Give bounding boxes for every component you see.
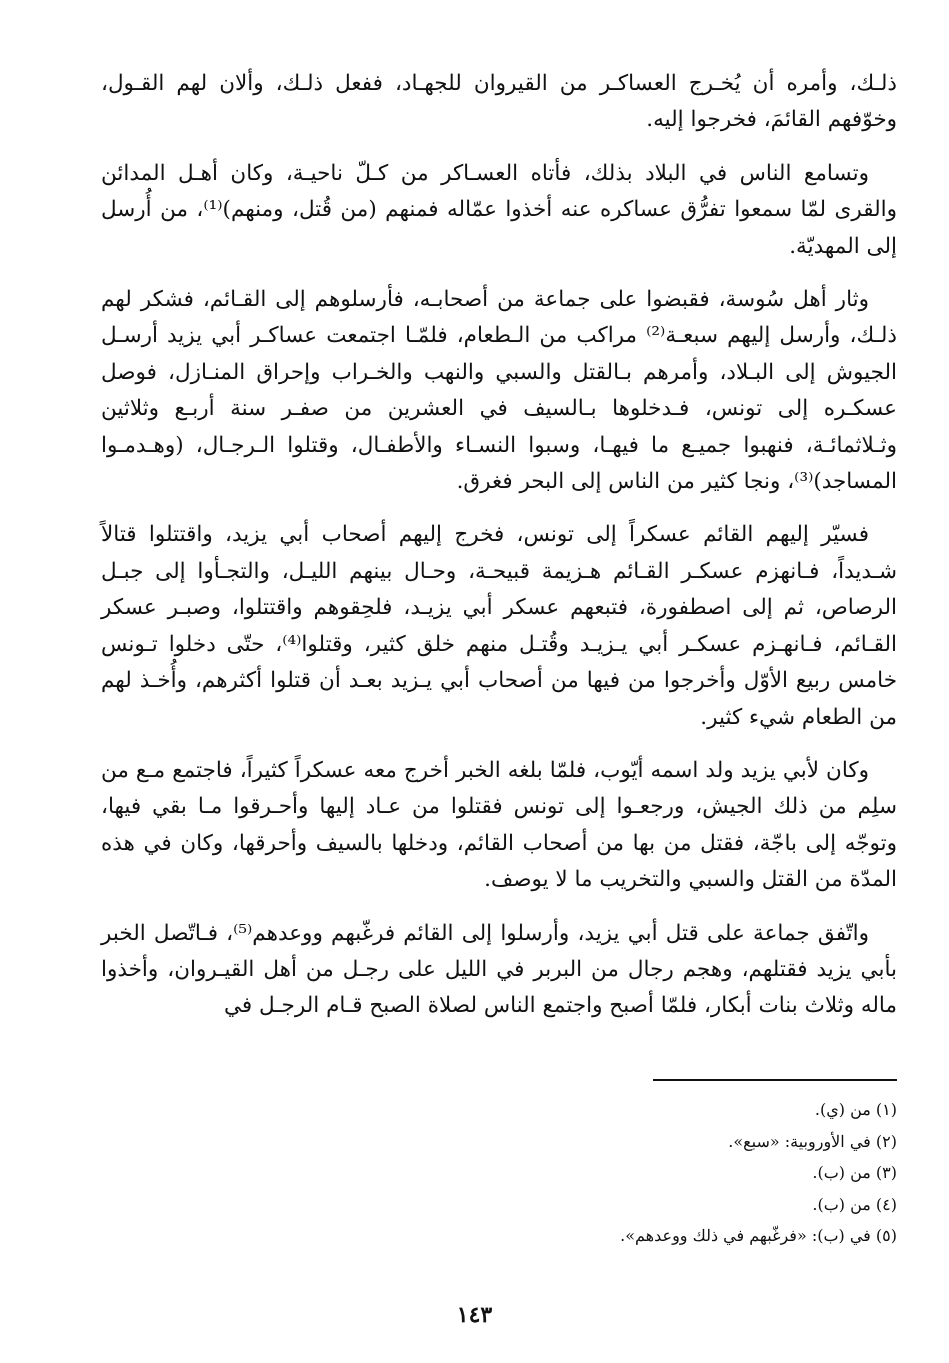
footnote: (٥) في (ب): «فرغّبهم في ذلك ووعدهم». bbox=[620, 1226, 897, 1245]
paragraph: وكان لأبي يزيد ولد اسمه أيّوب، فلمّا بلغه الخبر أخرج معه عسكراً كثيراً، فاجتمع مـع من سلِم من ذلك الجيش، ورجعـوا إلى تونس فقتلوا من عـاد إليها وأحـرقوا مـا بقي فيها، وتوجّه إلى باجّة، فقتل من بها من أصحاب القائم، ودخلها بالسيف وأحرقها، وكان في هذه المدّة من القتل والسبي والتخريب ما لا يوصف. bbox=[101, 757, 897, 893]
footnote: (١) من (ي). bbox=[814, 1100, 897, 1119]
paragraph: وتسامع الناس في البلاد بذلك، فأتاه العسـاكر من كـلّ ناحيـة، وكان أهـل المدائن والقرى لمّا سمعوا تفرُّق عساكره عنه أخذوا عمّاله فمنهم (من قُتل، ومنهم)⁽¹⁾، من أُرسل إلى المهديّة. bbox=[101, 160, 897, 259]
footnote: (٣) من (ب). bbox=[812, 1163, 897, 1182]
footnotes bbox=[297, 1094, 897, 1252]
main-text bbox=[101, 66, 897, 1042]
paragraph: فسيّر إليهم القائم عسكراً إلى تونس، فخرج إليهم أصحاب أبي يزيد، واقتتلوا قتالاً شـديداً، فـانهزم عسكـر القـائم هـزيمة قبيحـة، وحـال بينهم الليـل، والتجـأوا إلى جبـل الرصاص، ثم إلى اصطفورة، فتبعهم عسكر أبي يزيـد، فلحِقوهم واقتتلوا، وصبـر عسكر القـائم، فـانهـزم عسكـر أبي يـزيـد وقُتـل منهم خلق كثير، وقتلوا⁽⁴⁾، حتّى دخلوا تـونس خامس ربيع الأوّل وأخرجوا من فيها من أصحاب أبي يـزيد بعـد أن قتلوا أكثرهم، وأُخـذ لهم من الطعام شيء كثير. bbox=[101, 522, 897, 730]
paragraph: وثار أهل سُوسة، فقبضوا على جماعة من أصحابـه، فأرسلوهم إلى القـائم، فشكر لهم ذلـك، وأرسل إليهم سبعـة⁽²⁾ مراكب من الـطعام، فلمّـا اجتمعت عساكـر أبي يزيد أرسـل الجيوش إلى البـلاد، وأمرهم بـالقتل والسبي والنهب والخـراب وإحراق المنـازل، فوصل عسكـره إلى تونس، فـدخلوها بـالسيف في العشرين من صفـر سنة أربـع وثلاثين وثـلاثمائـة، فنهبوا جميـع ما فيهـا، وسبوا النسـاء والأطفـال، وقتلوا الـرجـال، (وهـدمـوا المساجد)⁽³⁾، ونجا كثير من الناس إلى البحر فغرق. bbox=[101, 287, 898, 495]
footnote: (٢) في الأوروبية: «سبع». bbox=[728, 1131, 897, 1151]
paragraph: ذلـك، وأمره أن يُخـرج العساكـر من القيروان للجهـاد، ففعل ذلـك، وألان لهم القـول، وخوّفهم القائمَ، فخرجوا إليه. bbox=[101, 71, 897, 133]
paragraph: واتّفق جماعة على قتل أبي يزيد، وأرسلوا إلى القائم فرغّبهم ووعدهم⁽⁵⁾، فـاتّصل الخبر بأبي يزيد فقتلهم، وهجم رجال من البربر في الليل على رجـل من أهل القيـروان، وأخذوا ماله وثلاث بنات أبكار، فلمّا أصبح واجتمع الناس لصلاة الصبح قـام الرجـل في bbox=[101, 920, 897, 1019]
page-number: ١٤٣ bbox=[456, 1302, 493, 1328]
footnote: (٤) من (ب). bbox=[812, 1194, 897, 1214]
footnote-separator bbox=[653, 1079, 897, 1081]
